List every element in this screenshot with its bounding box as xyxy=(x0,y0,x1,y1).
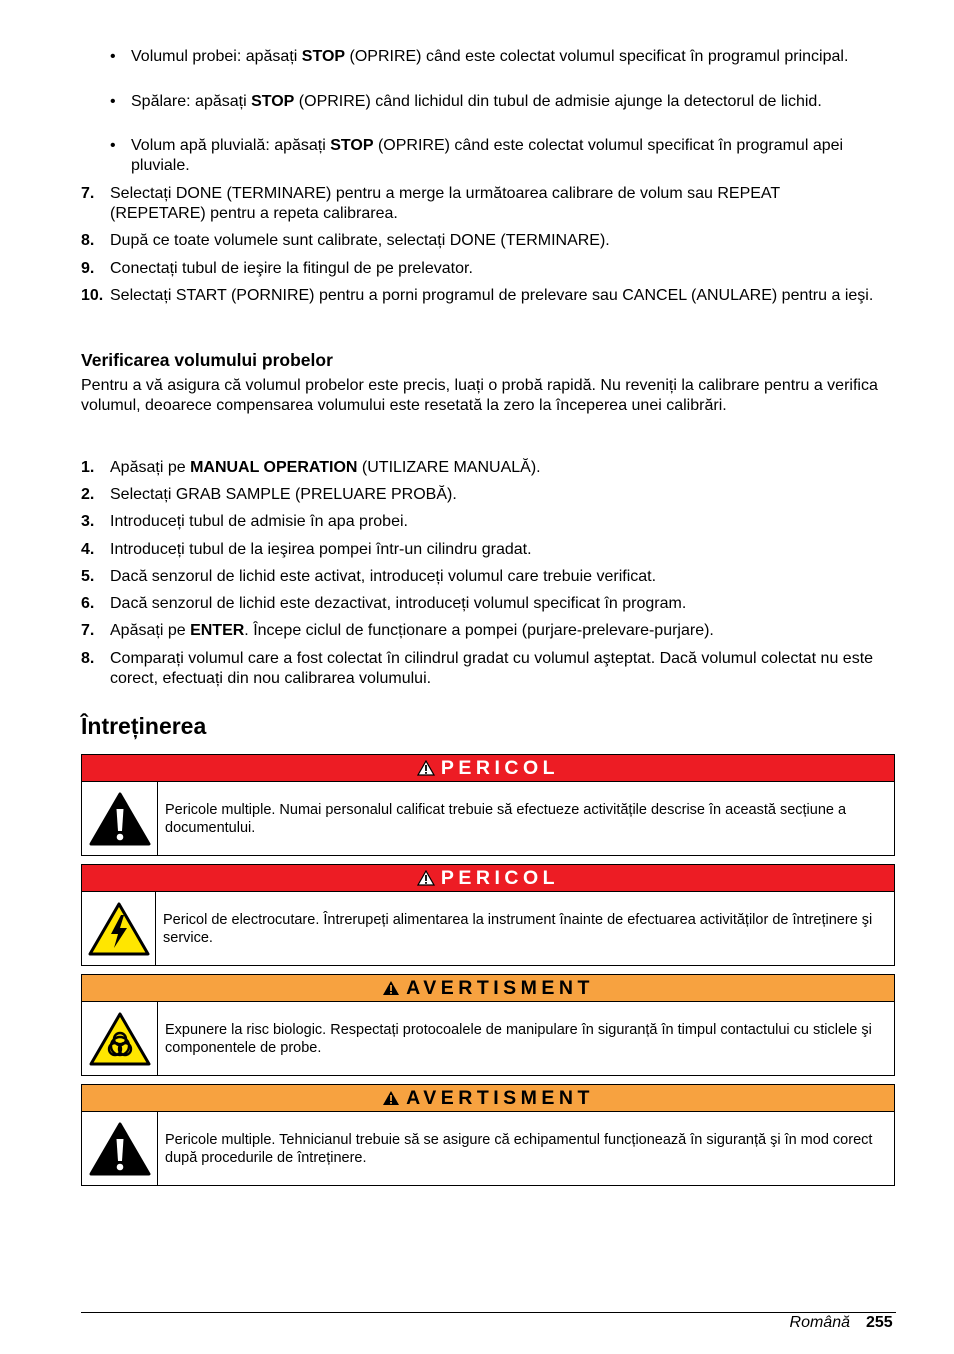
exclamation-triangle-icon xyxy=(88,791,152,847)
warning-triangle-icon xyxy=(417,870,435,886)
warning-box xyxy=(81,1084,895,1186)
signal-word: AVERTISMENT xyxy=(406,1087,594,1109)
step-number: 8. xyxy=(81,650,95,667)
step-number: 9. xyxy=(81,260,95,277)
step-number: 5. xyxy=(81,568,95,585)
page-number: 255 xyxy=(866,1314,893,1331)
signal-word: PERICOL xyxy=(440,757,560,779)
safety-message: Expunere la risc biologic. Respectați protocoalele de manipulare în siguranță în timpul contactului cu sticlele şi componentele de probe. xyxy=(165,1022,872,1056)
page-section-title: Întreținerea xyxy=(81,713,207,739)
danger-box xyxy=(81,754,895,856)
step-text: După ce toate volumele sunt calibrate, selectați DONE (TERMINARE). xyxy=(110,232,610,249)
section-intro: Pentru a vă asigura că volumul probelor este precis, luați o probă rapidă. Nu reveniți la calibrare pentru a verifica volumul, deoarece compensarea volumului este resetată la zero la începerea unei calibrări. xyxy=(81,377,878,414)
signal-word: AVERTISMENT xyxy=(406,977,594,999)
step-number: 4. xyxy=(81,541,95,558)
step-text: Selectați DONE (TERMINARE) pentru a merge la următoarea calibrare de volum sau REPEAT (REPETARE) pentru a repeta calibrarea. xyxy=(110,185,780,222)
step-text: Selectați START (PORNIRE) pentru a porni programul de prelevare sau CANCEL (ANULARE) pentru a ieşi. xyxy=(110,287,874,304)
signal-word: PERICOL xyxy=(440,867,560,889)
safety-message: Pericol de electrocutare. Întrerupeți alimentarea la instrument înainte de efectuarea activităților de întreținere şi service. xyxy=(163,912,873,946)
step-number: 8. xyxy=(81,232,95,249)
warning-banner xyxy=(82,975,894,1002)
exclamation-triangle-icon xyxy=(88,1121,152,1177)
warning-triangle-icon xyxy=(382,1090,400,1106)
step-number: 7. xyxy=(81,622,95,639)
safety-message: Pericole multiple. Tehnicianul trebuie să se asigure că echipamentul funcționează în siguranță şi în mod corect după procedurile de întreținere. xyxy=(165,1132,873,1166)
step-number: 3. xyxy=(81,513,95,530)
warning-box xyxy=(81,974,895,1076)
danger-box xyxy=(81,864,895,966)
warning-triangle-icon xyxy=(382,980,400,996)
section-heading: Verificarea volumului probelor xyxy=(81,350,333,370)
safety-message: Pericole multiple. Numai personalul calificat trebuie să efectueze activitățile descrise în această secțiune a documentului. xyxy=(165,802,847,836)
danger-banner xyxy=(82,755,894,782)
bullet: • xyxy=(110,137,116,154)
step-text: Conectați tubul de ieşire la fitingul de pe prelevator. xyxy=(110,260,473,277)
footer-language: Română xyxy=(789,1314,850,1331)
bullet: • xyxy=(110,93,116,110)
biohazard-icon xyxy=(88,1011,152,1067)
electrical-hazard-icon xyxy=(87,901,151,957)
warning-banner xyxy=(82,1085,894,1112)
step-number: 7. xyxy=(81,185,95,202)
danger-banner xyxy=(82,865,894,892)
step-number: 1. xyxy=(81,459,95,476)
step-number: 2. xyxy=(81,486,95,503)
warning-triangle-icon xyxy=(417,760,435,776)
step-number: 6. xyxy=(81,595,95,612)
bullet: • xyxy=(110,48,116,65)
step-number: 10. xyxy=(81,287,104,304)
